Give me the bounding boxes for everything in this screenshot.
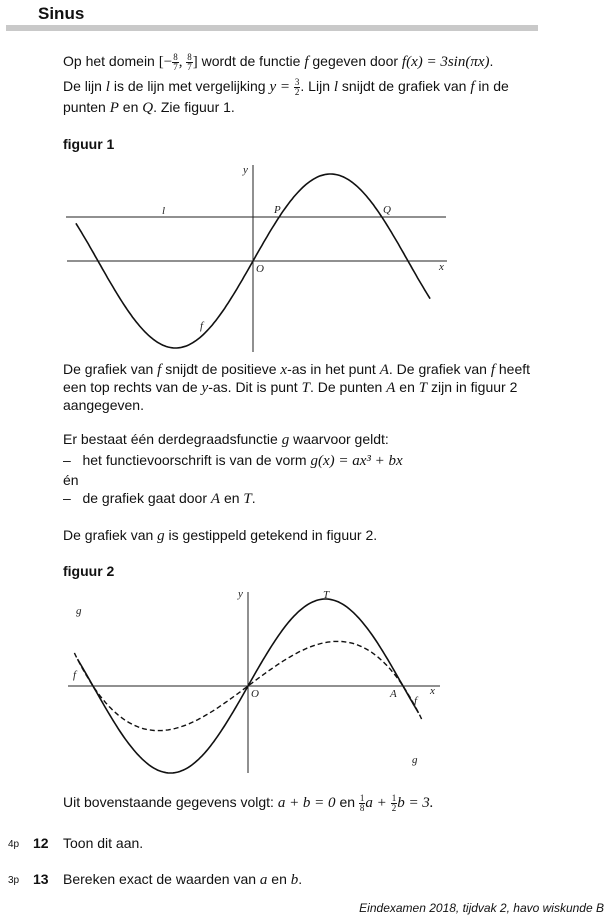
fig1-label-origin: O — [256, 263, 264, 275]
question-number: 12 — [33, 835, 49, 851]
fig1-label-Q: Q — [383, 204, 391, 216]
fig2-label-g-left: g — [76, 605, 82, 617]
fig2-label-origin: O — [251, 688, 259, 700]
gdef-en: én — [63, 472, 79, 488]
intro-line-3: punten P en Q. Zie figuur 1. — [63, 99, 235, 116]
gdef-line-1: Er bestaat één derdegraadsfunctie g waarvoor geldt: — [63, 431, 389, 448]
question-number: 13 — [33, 871, 49, 887]
fig1-label-l: l — [162, 205, 166, 217]
gdef-bullet-2: – de grafiek gaat door A en T. — [63, 490, 256, 507]
fig1-label-f: f — [200, 320, 204, 332]
page-title: Sinus — [38, 4, 85, 23]
question-points: 3p — [8, 875, 20, 886]
intro-line-2: De lijn l is de lijn met vergelijking y = $\frac{3}{2}$ . Lijn l snijdt de grafiek van f in de — [63, 76, 509, 97]
g-note: De grafiek van g is gestippeld getekend in figuur 2. — [63, 527, 378, 544]
fig2-label-g-right: g — [412, 754, 418, 766]
fig1-label-y: y — [243, 164, 248, 176]
middle-line-3: aangegeven. — [63, 397, 144, 413]
middle-line-2: een top rechts van de y-as. Dit is punt T. De punten A en T zijn in figuur 2 — [63, 379, 518, 396]
fig1-label-x: x — [439, 261, 444, 273]
fig1-label-P: P — [274, 204, 281, 216]
fig2-label-x: x — [430, 685, 435, 697]
conclusion-line: Uit bovenstaande gegevens volgt: a + b = 0 en $\frac{1}{8}$ a + $\frac{1}{2}$ b = 3. — [63, 792, 434, 813]
question-text: Toon dit aan. — [63, 835, 144, 851]
fig2-label-y: y — [238, 588, 243, 600]
fig2-label-T: T — [323, 589, 330, 601]
figure-2-caption: figuur 2 — [63, 563, 115, 579]
fig2-label-f-left: f — [73, 669, 77, 681]
footer-source: Eindexamen 2018, tijdvak 2, havo wiskunde B — [359, 901, 604, 915]
intro-line-1: Op het domein [− $\frac{8}{7}$ , $\frac{8}{7}$ ] wordt de functie f gegeven door f(x) = 3sin(πx). — [63, 51, 494, 72]
fig2-label-f-right: f — [414, 695, 418, 707]
middle-line-1: De grafiek van f snijdt de positieve x-as in het punt A. De grafiek van f heeft — [63, 361, 531, 378]
question-points: 4p — [8, 839, 20, 850]
gdef-bullet-1: – het functievoorschrift is van de vorm g(x) = ax³ + bx — [63, 452, 403, 469]
figure-1-caption: figuur 1 — [63, 136, 115, 152]
fig2-label-A: A — [390, 688, 397, 700]
question-text: Bereken exact de waarden van a en b. — [63, 871, 303, 888]
